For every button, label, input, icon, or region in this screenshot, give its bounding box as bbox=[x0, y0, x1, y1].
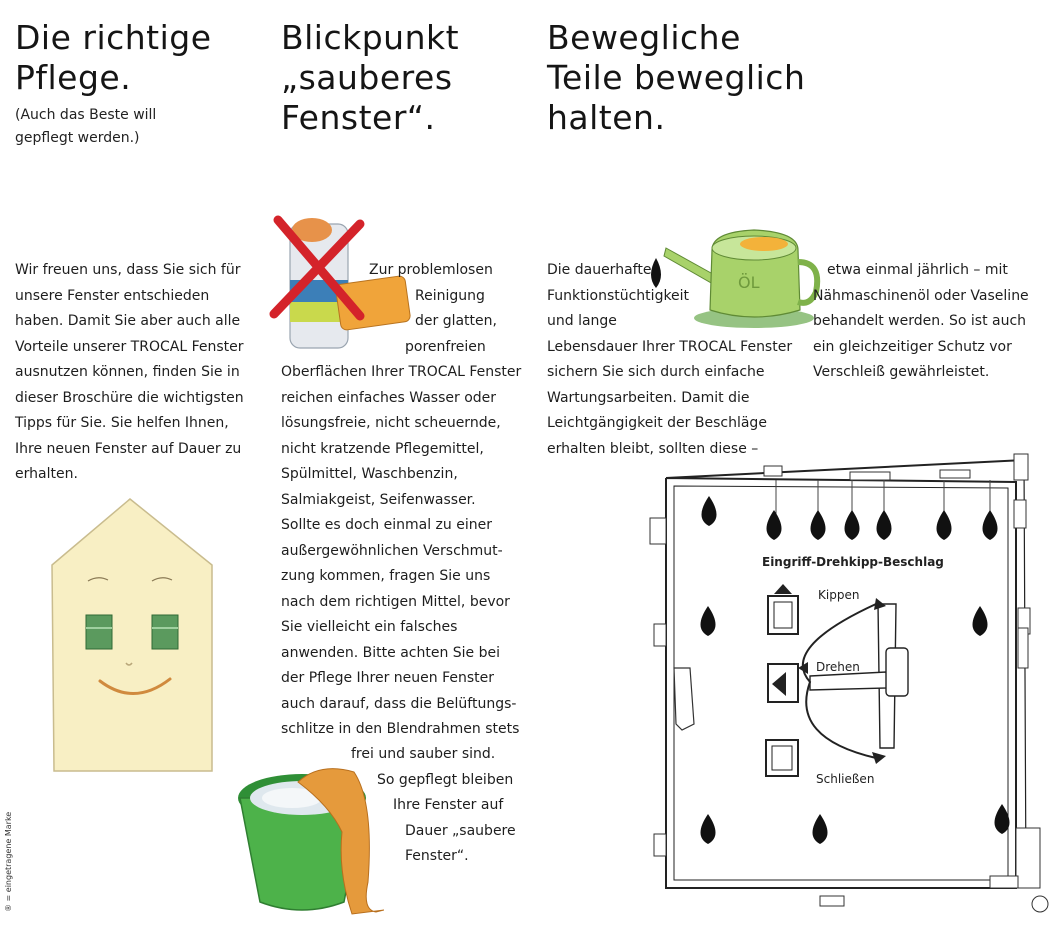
body-line: Tipps für Sie. Sie helfen Ihnen, bbox=[15, 415, 229, 431]
body-line: Funktionstüchtigkeit bbox=[547, 288, 690, 304]
body-line: Verschleiß gewährleistet. bbox=[813, 364, 990, 380]
body-line: Dauer „saubere bbox=[405, 823, 516, 839]
body-line: erhalten bleibt, sollten diese – bbox=[547, 441, 759, 457]
body-line: zung kommen, fragen Sie uns bbox=[281, 568, 491, 584]
oil-drop-icon bbox=[845, 510, 860, 540]
body-line: Leichtgängigkeit der Beschläge bbox=[547, 415, 767, 431]
body-line: der Pflege Ihrer neuen Fenster bbox=[281, 670, 495, 686]
body-line: nicht kratzende Pflegemittel, bbox=[281, 441, 484, 457]
body-line: haben. Damit Sie aber auch alle bbox=[15, 313, 241, 329]
maintenance-title bbox=[547, 18, 805, 138]
maintenance-title-line: Bewegliche bbox=[547, 18, 741, 57]
clean-title-line: Fenster“. bbox=[281, 98, 436, 137]
body-line: Reinigung bbox=[415, 288, 485, 304]
oil-can-illustration bbox=[650, 222, 822, 330]
body-line: etwa einmal jährlich – mit bbox=[827, 262, 1008, 278]
care-subtitle-line: gepflegt werden.) bbox=[15, 130, 140, 146]
body-line: Nähmaschinenöl oder Vaseline bbox=[813, 288, 1029, 304]
maintenance-title-line: Teile beweglich bbox=[547, 58, 806, 97]
label-turn: Drehen bbox=[816, 660, 860, 674]
tilt-turn-hardware-diagram bbox=[640, 448, 1052, 922]
clean-title-line: „sauberes bbox=[281, 58, 453, 97]
body-line: auch darauf, dass die Belüftungs- bbox=[281, 696, 517, 712]
body-line: schlitze in den Blendrahmen stets bbox=[281, 721, 520, 737]
body-line: behandelt werden. So ist auch bbox=[813, 313, 1027, 329]
body-line: frei und sauber sind. bbox=[351, 746, 496, 762]
oil-can-label: ÖL bbox=[738, 273, 760, 292]
care-subtitle-line: (Auch das Beste will bbox=[15, 107, 157, 123]
oil-drop-icon bbox=[877, 510, 892, 540]
care-title-line: Pflege. bbox=[15, 58, 132, 97]
clean-title bbox=[281, 18, 459, 138]
body-line: So gepflegt bleiben bbox=[377, 772, 514, 788]
body-line: Die dauerhafte bbox=[547, 262, 652, 278]
maintenance-title-line: halten. bbox=[547, 98, 666, 137]
care-subtitle bbox=[15, 104, 156, 150]
body-line: Fenster“. bbox=[405, 848, 469, 864]
body-line: dieser Broschüre die wichtigsten bbox=[15, 390, 244, 406]
body-line: Sie vielleicht ein falsches bbox=[281, 619, 458, 635]
body-line: lösungsfreie, nicht scheuernde, bbox=[281, 415, 501, 431]
oil-drop-icon bbox=[701, 606, 716, 636]
body-line: Lebensdauer Ihrer TROCAL Fenster bbox=[547, 339, 793, 355]
body-line: unsere Fenster entschieden bbox=[15, 288, 210, 304]
oil-drop-icon bbox=[937, 510, 952, 540]
body-line: reichen einfaches Wasser oder bbox=[281, 390, 497, 406]
footnote-registered-mark: ® = eingetragene Marke bbox=[4, 811, 13, 912]
body-line: Wartungsarbeiten. Damit die bbox=[547, 390, 750, 406]
body-line: Ihre neuen Fenster auf Dauer zu bbox=[15, 441, 242, 457]
body-line: außergewöhnlichen Verschmut- bbox=[281, 543, 503, 559]
body-line: Spülmittel, Waschbenzin, bbox=[281, 466, 458, 482]
body-line: Oberflächen Ihrer TROCAL Fenster bbox=[281, 364, 522, 380]
oil-drop-icon bbox=[973, 606, 988, 636]
body-line: Sollte es doch einmal zu einer bbox=[281, 517, 492, 533]
body-line: Ihre Fenster auf bbox=[393, 797, 504, 813]
body-line: der glatten, bbox=[415, 313, 497, 329]
diagram-title: Eingriff-Drehkipp-Beschlag bbox=[762, 555, 944, 569]
oil-drop-markers bbox=[640, 448, 1052, 922]
body-line: anwenden. Bitte achten Sie bei bbox=[281, 645, 501, 661]
smiling-house-illustration bbox=[48, 495, 216, 775]
body-line: ein gleichzeitiger Schutz vor bbox=[813, 339, 1012, 355]
crossed-out-cleaner-illustration bbox=[268, 210, 418, 358]
body-line: sichern Sie sich durch einfache bbox=[547, 364, 765, 380]
body-line: erhalten. bbox=[15, 466, 78, 482]
label-tilt: Kippen bbox=[818, 588, 860, 602]
bucket-illustration bbox=[234, 762, 384, 922]
body-line: Zur problemlosen bbox=[369, 262, 493, 278]
body-line: Wir freuen uns, dass Sie sich für bbox=[15, 262, 241, 278]
care-title bbox=[15, 18, 212, 98]
body-line: porenfreien bbox=[405, 339, 486, 355]
oil-drop-icon bbox=[701, 814, 716, 844]
body-line: und lange bbox=[547, 313, 617, 329]
body-line: ausnutzen können, finden Sie in bbox=[15, 364, 240, 380]
body-line: Salmiakgeist, Seifenwasser. bbox=[281, 492, 476, 508]
oil-drop-icon bbox=[995, 804, 1010, 834]
oil-drop-icon bbox=[767, 510, 782, 540]
oil-drop-icon bbox=[983, 510, 998, 540]
oil-drop-icon bbox=[813, 814, 828, 844]
oil-drop-icon bbox=[702, 496, 717, 526]
body-line: nach dem richtigen Mittel, bevor bbox=[281, 594, 510, 610]
oil-drop-icon bbox=[811, 510, 826, 540]
body-line: Vorteile unserer TROCAL Fenster bbox=[15, 339, 244, 355]
care-title-line: Die richtige bbox=[15, 18, 212, 57]
clean-title-line: Blickpunkt bbox=[281, 18, 460, 57]
label-close: Schließen bbox=[816, 772, 875, 786]
